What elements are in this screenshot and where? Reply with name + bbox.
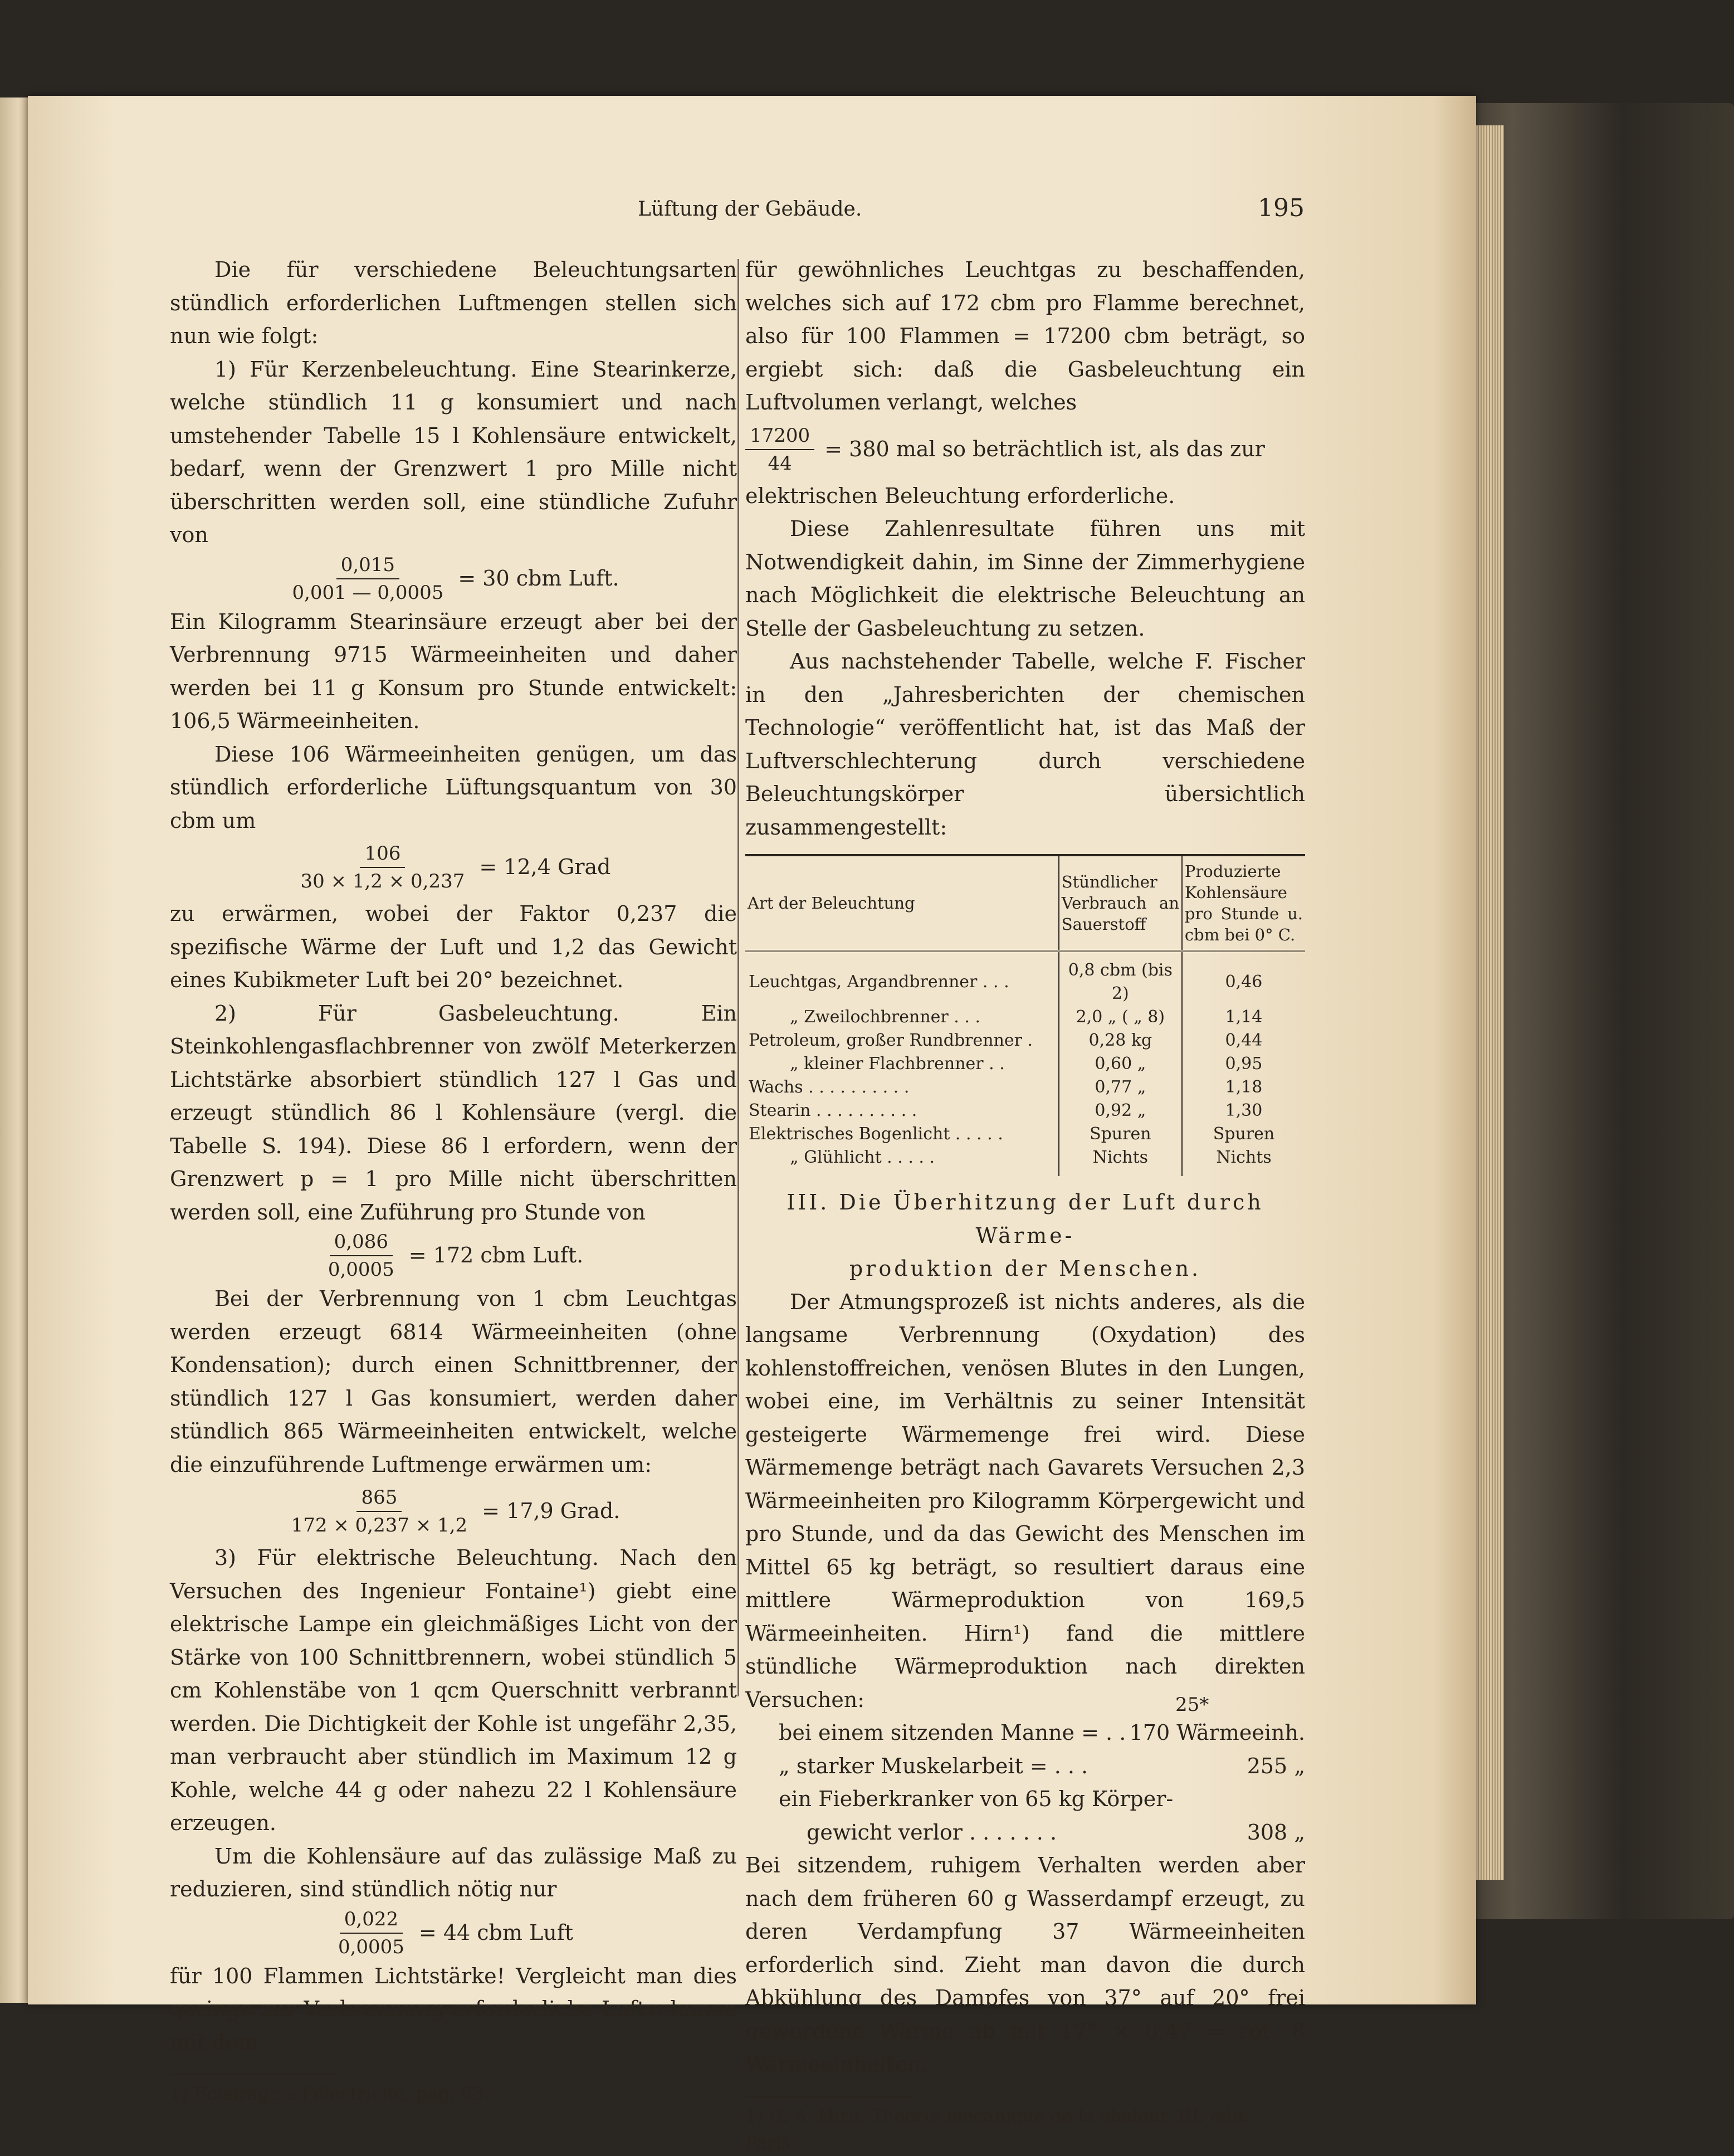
formula xyxy=(745,420,1305,480)
footnote: 1) Eclairage à l’électricité, pag. 63. xyxy=(170,2083,490,2104)
table-row xyxy=(745,1146,1305,1176)
paragraph: 1) Für Kerzenbeleuchtung. Eine Stearinkerze, welche stündlich 11 g konsumiert und nach umstehender Tabelle 15 l Kohlensäure entwickelt, bedarf, wenn der Grenzwert 1 pro Mille nicht überschritten werden soll, eine stündliche Zufuhr von xyxy=(170,357,737,547)
heat-list xyxy=(745,1716,1305,1849)
section-heading: III. Die Überhitzung der Luft durch Wärme- xyxy=(787,1190,1264,1248)
formula-numerator: 106 xyxy=(360,841,405,868)
list-item xyxy=(779,1716,1305,1750)
formula-denominator: 44 xyxy=(768,452,792,475)
formula xyxy=(170,1906,737,1960)
table-cell: Leuchtgas, Argandbrenner . . . xyxy=(749,972,1009,992)
formula-numerator: 865 xyxy=(356,1485,402,1512)
paragraph: zu erwärmen, wobei der Faktor 0,237 die spezifische Wärme der Luft und 1,2 das Gewicht eines Kubikmeter Luft bei 20° bezeichnet. xyxy=(170,901,737,992)
table-cell: 0,92 „ xyxy=(1059,1099,1182,1123)
paragraph: Um die Kohlensäure auf das zulässige Maß zu reduzieren, sind stündlich nötig nur xyxy=(170,1843,737,1901)
formula-numerator: 0,022 xyxy=(340,1907,403,1934)
paragraph: Bei der Verbrennung von 1 cbm Leuchtgas werden erzeugt 6814 Wärmeeinheiten (ohne Kondensation); durch einen Schnittbrenner, der stündlich 127 l Gas konsumiert, werden daher stündlich 865 Wärmeeinheiten entwickelt, welche die einzuführende Luftmenge erwärmen um: xyxy=(170,1286,737,1477)
formula-numerator: 0,086 xyxy=(330,1230,393,1256)
formula-result: = 172 cbm Luft. xyxy=(408,1243,584,1268)
formula-result: = 44 cbm Luft xyxy=(418,1920,574,1945)
table-cell: 0,60 „ xyxy=(1059,1052,1182,1076)
paragraph: Ein Kilogramm Stearinsäure erzeugt aber bei der Verbrennung 9715 Wärmeeinheiten und daher werden bei 11 g Konsum pro Stunde entwickelt: 106,5 Wärmeeinheiten. xyxy=(170,609,737,733)
table-cell: 0,46 xyxy=(1182,951,1305,1006)
left-column xyxy=(170,253,737,2107)
table-cell: Nichts xyxy=(1059,1146,1182,1176)
formula xyxy=(170,837,737,897)
table-cell: Elektrisches Bogenlicht . . . . . xyxy=(749,1124,1003,1144)
table-row xyxy=(745,1006,1305,1029)
table-cell: Nichts xyxy=(1182,1146,1305,1176)
table-row xyxy=(745,951,1305,1006)
table-cell: 1,14 xyxy=(1182,1006,1305,1029)
formula-result: = 12,4 Grad xyxy=(479,855,611,880)
list-item-value: 170 Wärmeeinh. xyxy=(1129,1720,1305,1745)
formula xyxy=(170,1229,737,1282)
table-cell: Spuren xyxy=(1182,1123,1305,1146)
lighting-table xyxy=(745,856,1305,1176)
table-row xyxy=(745,1029,1305,1052)
paragraph: für 100 Flammen Lichtstärke! Vergleicht man dies geringe zur Verbrennung erforderliche Luftvolumen mit dem xyxy=(170,1963,737,2055)
table-cell: 2,0 „ ( „ 8) xyxy=(1059,1006,1182,1029)
list-item-label: gewicht verlor . . . . . . . xyxy=(807,1820,1057,1845)
table-cell: „ Zweilochbrenner . . . xyxy=(790,1007,980,1027)
table-cell: 1,30 xyxy=(1182,1099,1305,1123)
table-header: Art der Beleuchtung xyxy=(745,856,1059,951)
table-row xyxy=(745,1076,1305,1099)
paragraph: 2) Für Gasbeleuchtung. Ein Steinkohlengasflachbrenner von zwölf Meterkerzen Lichtstärke absorbiert stündlich 127 l Gas und erzeugt stündlich 86 l Kohlensäure (vergl. die Tabelle S. 194). Diese 86 l erfordern, wenn der Grenzwert p = 1 pro Mille nicht überschritten werden soll, eine Zuführung pro Stunde von xyxy=(170,1001,737,1225)
table-cell: „ Glühlicht . . . . . xyxy=(790,1148,935,1167)
paragraph: 3) Für elektrische Beleuchtung. Nach den Versuchen des Ingenieur Fontaine¹) giebt eine elektrische Lampe ein gleichmäßiges Licht von der Stärke von 100 Schnittbrennern, wobei stündlich 5 cm Kohlenstäbe von 1 qcm Querschnitt verbrannt werden. Die Dichtigkeit der Kohle ist ungefähr 2,35, man verbraucht aber stündlich im Maximum 12 g Kohle, welche 44 g oder nahezu 22 l Kohlensäure erzeugen. xyxy=(170,1545,737,1835)
footnote-rule xyxy=(170,2074,337,2075)
table-cell: Stearin . . . . . . . . . . xyxy=(749,1101,917,1120)
paragraph: Die für verschiedene Beleuchtungsarten stündlich erforderlichen Luftmengen stellen sich nun wie folgt: xyxy=(170,257,737,348)
section-heading-cont: produktion der Menschen. xyxy=(849,1256,1201,1281)
formula-denominator: 0,0005 xyxy=(328,1259,394,1281)
list-item xyxy=(779,1750,1305,1783)
formula-result: = 30 cbm Luft. xyxy=(458,565,619,591)
table-cell: Petroleum, großer Rundbrenner . xyxy=(749,1031,1033,1050)
table-row xyxy=(745,1099,1305,1123)
table-cell: 0,77 „ xyxy=(1059,1076,1182,1099)
paragraph: Bei sitzendem, ruhigem Verhalten werden aber nach dem früheren 60 g Wasserdampf erzeugt, zu deren Verdampfung 37 Wärmeeinheiten erforderlich sind. Zieht man davon die durch Abkühlung des Dampfes von 37° auf 20° frei gewordene Wärme ab mit 17° × 0,47 = rot. 8 Wärmeeinheiten, xyxy=(745,1853,1305,2076)
paragraph: Diese 106 Wärmeeinheiten genügen, um das stündlich erforderliche Lüftungsquantum von 30 cbm um xyxy=(170,742,737,833)
footnote-rule xyxy=(745,2096,912,2097)
column-divider xyxy=(737,259,739,1696)
page-number: 195 xyxy=(1258,194,1305,222)
table-cell: Spuren xyxy=(1059,1123,1182,1146)
paragraph: Diese Zahlenresultate führen uns mit Notwendigkeit dahin, im Sinne der Zimmerhygiene nach Möglichkeit die elektrische Beleuchtung an Stelle der Gasbeleuchtung zu setzen. xyxy=(745,516,1305,641)
table-header: Produzierte Kohlensäure pro Stunde u. cbm bei 0° C. xyxy=(1182,856,1305,951)
table-cell: 0,8 cbm (bis 2) xyxy=(1059,951,1182,1006)
table-row xyxy=(745,1052,1305,1076)
table-cell: „ kleiner Flachbrenner . . xyxy=(790,1054,1005,1074)
table-cell: 1,18 xyxy=(1182,1076,1305,1099)
signature-mark: 25* xyxy=(1175,1694,1209,1716)
formula xyxy=(170,1481,737,1542)
formula-denominator: 0,001 — 0,0005 xyxy=(292,581,444,604)
formula-denominator: 30 × 1,2 × 0,237 xyxy=(300,870,465,892)
formula xyxy=(170,552,737,606)
footnote: 1) G. A. Hirn, Théorie mécanique de la chaleur, III. édit. Paris. xyxy=(745,2105,1251,2153)
paragraph: elektrischen Beleuchtung erforderliche. xyxy=(745,483,1175,508)
formula-denominator: 172 × 0,237 × 1,2 xyxy=(291,1514,468,1536)
list-item-label: ein Fieberkranker von 65 kg Körper- xyxy=(779,1787,1174,1811)
table-row xyxy=(745,1123,1305,1146)
paragraph: für gewöhnliches Leuchtgas zu beschaffenden, welches sich auf 172 cbm pro Flamme berechnet, also für 100 Flammen = 17200 cbm beträgt, so ergiebt sich: daß die Gasbeleuchtung ein Luftvolumen verlangt, welches xyxy=(745,257,1305,414)
table-cell: 0,28 kg xyxy=(1059,1029,1182,1052)
formula-numerator: 17200 xyxy=(745,423,814,450)
right-column xyxy=(745,253,1305,2156)
table-header: Stündlicher Verbrauch an Sauerstoff xyxy=(1059,856,1182,951)
table-cell: Wachs . . . . . . . . . . xyxy=(749,1077,910,1097)
table-cell: 0,44 xyxy=(1182,1029,1305,1052)
list-item-value: 255 „ xyxy=(1247,1753,1305,1778)
list-item xyxy=(779,1783,1305,1816)
formula-result: = 380 mal so beträchtlich ist, als das zur xyxy=(824,436,1265,461)
running-head: Lüftung der Gebäude. xyxy=(638,198,862,221)
paragraph: Aus nachstehender Tabelle, welche F. Fischer in den „Jahresberichten der chemischen Technologie“ veröffentlicht hat, ist das Maß der Luftverschlechterung durch verschiedene Beleuchtungskörper übersichtlich zusammengestellt: xyxy=(745,649,1305,840)
list-item-value: 308 „ xyxy=(1247,1820,1305,1845)
table-cell: 0,95 xyxy=(1182,1052,1305,1076)
paragraph: Der Atmungsprozeß ist nichts anderes, als die langsame Verbrennung (Oxydation) des kohlenstoffreichen, venösen Blutes in den Lungen, wobei eine, im Verhältnis zu seiner Intensität gesteigerte Wärmemenge frei wird. Diese Wärmemenge beträgt nach Gavarets Versuchen 2,3 Wärmeeinheiten pro Kilogramm Körpergewicht und pro Stunde, und da das Gewicht des Menschen im Mittel 65 kg beträgt, so resultiert daraus eine mittlere Wärmeproduktion von 169,5 Wärmeeinheiten. Hirn¹) fand die mittlere stündliche Wärmeproduktion nach direkten Versuchen: xyxy=(745,1289,1305,1712)
formula-denominator: 0,0005 xyxy=(338,1935,404,1958)
formula-numerator: 0,015 xyxy=(336,553,399,579)
list-item xyxy=(779,1816,1305,1850)
list-item-label: „ starker Muskelarbeit = . . . xyxy=(779,1753,1088,1778)
list-item-label: bei einem sitzenden Manne = . . xyxy=(779,1720,1126,1745)
formula-result: = 17,9 Grad. xyxy=(482,1499,621,1524)
